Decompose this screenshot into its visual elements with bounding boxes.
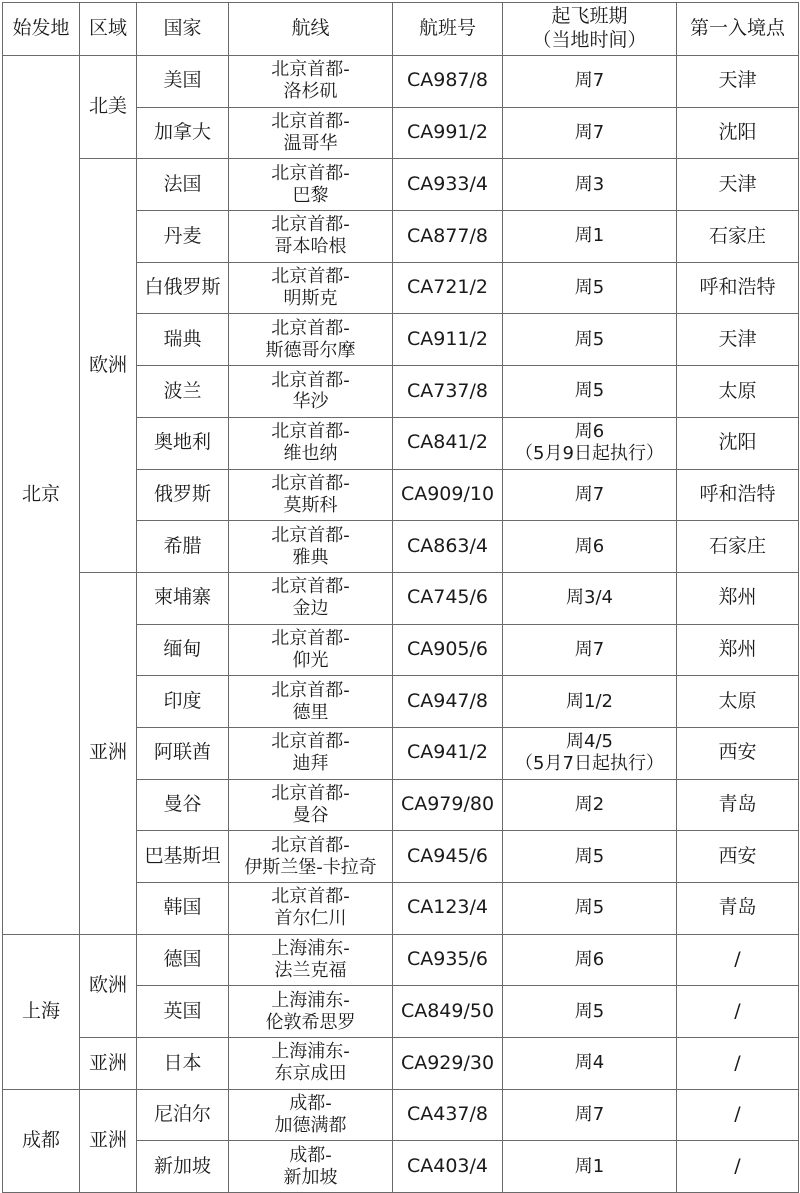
entry-point-cell: 太原 <box>677 676 799 728</box>
route-line: 北京首都- <box>271 679 350 701</box>
route-line: 北京首都- <box>271 472 350 494</box>
table-row <box>3 159 799 211</box>
route-cell <box>229 469 393 521</box>
route-line: 仰光 <box>292 649 329 671</box>
schedule-cell <box>503 521 677 573</box>
schedule-cell <box>503 469 677 521</box>
country-cell: 韩国 <box>137 883 229 935</box>
route-line: 北京首都- <box>271 162 350 184</box>
flight-number-cell: CA877/8 <box>393 211 503 263</box>
route-line: 北京首都- <box>271 369 350 391</box>
route-line: 曼谷 <box>292 804 329 826</box>
entry-point-cell: 青岛 <box>677 779 799 831</box>
route-line: 上海浦东- <box>271 989 350 1011</box>
schedule-cell <box>503 986 677 1038</box>
route-line: 北京首都- <box>271 834 350 856</box>
schedule-line: 周1 <box>574 225 605 247</box>
header-region: 区域 <box>80 3 137 56</box>
country-cell: 俄罗斯 <box>137 469 229 521</box>
schedule-cell <box>503 107 677 159</box>
entry-point-cell: 天津 <box>677 314 799 366</box>
entry-point-cell: 呼和浩特 <box>677 469 799 521</box>
route-cell <box>229 159 393 211</box>
country-cell: 日本 <box>137 1038 229 1090</box>
header-schedule-line: 起飞班期 <box>551 5 628 28</box>
header-flight: 航班号 <box>393 3 503 56</box>
country-cell: 巴基斯坦 <box>137 831 229 883</box>
schedule-cell <box>503 417 677 469</box>
table-row <box>3 1089 799 1141</box>
entry-point-cell: / <box>677 934 799 986</box>
route-line: 上海浦东- <box>271 1041 350 1063</box>
route-cell <box>229 676 393 728</box>
route-line: 北京首都- <box>271 524 350 546</box>
route-line: 北京首都- <box>271 421 350 443</box>
route-line: 成都- <box>289 1144 332 1166</box>
route-cell <box>229 986 393 1038</box>
header-schedule-note: （当地时间） <box>532 29 647 51</box>
country-cell: 德国 <box>137 934 229 986</box>
schedule-line: 周7 <box>574 483 605 505</box>
flight-number-cell: CA947/8 <box>393 676 503 728</box>
route-line: 北京首都- <box>271 627 350 649</box>
entry-point-cell: 郑州 <box>677 572 799 624</box>
schedule-line: 周3 <box>574 173 605 195</box>
route-line: 明斯克 <box>283 288 338 310</box>
route-line: 成都- <box>289 1093 332 1115</box>
schedule-line: 周6 <box>574 949 605 971</box>
route-cell <box>229 107 393 159</box>
route-cell <box>229 727 393 779</box>
route-cell <box>229 779 393 831</box>
schedule-line: 周5 <box>574 277 605 299</box>
table-row <box>3 572 799 624</box>
country-cell: 印度 <box>137 676 229 728</box>
route-line: 斯德哥尔摩 <box>265 339 356 361</box>
route-cell <box>229 262 393 314</box>
country-cell: 尼泊尔 <box>137 1089 229 1141</box>
country-cell: 缅甸 <box>137 624 229 676</box>
flight-number-cell: CA929/30 <box>393 1038 503 1090</box>
flight-number-cell: CA979/80 <box>393 779 503 831</box>
route-cell <box>229 572 393 624</box>
schedule-cell <box>503 624 677 676</box>
schedule-line: 周2 <box>574 793 605 815</box>
route-cell <box>229 211 393 263</box>
flight-number-cell: CA737/8 <box>393 366 503 418</box>
schedule-line: 周5 <box>574 845 605 867</box>
flight-number-cell: CA721/2 <box>393 262 503 314</box>
route-cell <box>229 366 393 418</box>
region-cell: 欧洲 <box>80 934 137 1037</box>
schedule-line: （5月7日起执行） <box>515 753 664 775</box>
header-entry: 第一入境点 <box>677 3 799 56</box>
country-cell: 加拿大 <box>137 107 229 159</box>
country-cell: 新加坡 <box>137 1141 229 1193</box>
region-cell: 欧洲 <box>80 159 137 573</box>
flight-number-cell: CA987/8 <box>393 56 503 108</box>
flight-number-cell: CA745/6 <box>393 572 503 624</box>
route-line: 巴黎 <box>292 184 329 206</box>
schedule-line: 周5 <box>574 328 605 350</box>
route-cell <box>229 1038 393 1090</box>
route-cell <box>229 417 393 469</box>
table-body <box>3 56 799 1193</box>
header-route: 航线 <box>229 3 393 56</box>
country-cell: 白俄罗斯 <box>137 262 229 314</box>
flight-number-cell: CA863/4 <box>393 521 503 573</box>
entry-point-cell: 沈阳 <box>677 107 799 159</box>
schedule-cell <box>503 314 677 366</box>
route-line: 新加坡 <box>283 1166 338 1188</box>
region-cell: 亚洲 <box>80 1089 137 1192</box>
flight-schedule-table <box>2 2 799 1193</box>
route-cell <box>229 521 393 573</box>
flight-number-cell: CA841/2 <box>393 417 503 469</box>
schedule-cell <box>503 883 677 935</box>
entry-point-cell: 天津 <box>677 159 799 211</box>
schedule-cell <box>503 1141 677 1193</box>
schedule-line: 周1/2 <box>566 690 613 712</box>
route-cell <box>229 934 393 986</box>
schedule-cell <box>503 211 677 263</box>
schedule-cell <box>503 676 677 728</box>
country-cell: 柬埔寨 <box>137 572 229 624</box>
route-line: 东京成田 <box>274 1063 347 1085</box>
schedule-line: 周7 <box>574 1104 605 1126</box>
flight-number-cell: CA849/50 <box>393 986 503 1038</box>
entry-point-cell: 石家庄 <box>677 521 799 573</box>
schedule-line: 周3/4 <box>566 587 613 609</box>
region-cell: 亚洲 <box>80 572 137 934</box>
flight-number-cell: CA991/2 <box>393 107 503 159</box>
entry-point-cell: 青岛 <box>677 883 799 935</box>
route-line: 首尔仁川 <box>274 908 347 930</box>
route-cell <box>229 1141 393 1193</box>
route-line: 伦敦希思罗 <box>265 1011 356 1033</box>
route-cell <box>229 56 393 108</box>
route-line: 莫斯科 <box>283 494 338 516</box>
country-cell: 美国 <box>137 56 229 108</box>
schedule-line: 周7 <box>574 638 605 660</box>
country-cell: 奥地利 <box>137 417 229 469</box>
schedule-line: 周4/5 <box>566 731 613 753</box>
entry-point-cell: 呼和浩特 <box>677 262 799 314</box>
schedule-line: 周5 <box>574 897 605 919</box>
schedule-line: 周1 <box>574 1155 605 1177</box>
origin-cell: 成都 <box>3 1089 80 1192</box>
table-row <box>3 1038 799 1090</box>
entry-point-cell: 天津 <box>677 56 799 108</box>
schedule-line: 周5 <box>574 380 605 402</box>
region-cell: 亚洲 <box>80 1038 137 1090</box>
route-line: 伊斯兰堡-卡拉奇 <box>244 856 377 878</box>
route-line: 北京首都- <box>271 111 350 133</box>
schedule-cell <box>503 56 677 108</box>
country-cell: 英国 <box>137 986 229 1038</box>
schedule-cell <box>503 831 677 883</box>
header-schedule <box>503 3 677 56</box>
country-cell: 瑞典 <box>137 314 229 366</box>
schedule-cell <box>503 572 677 624</box>
origin-cell: 北京 <box>3 56 80 935</box>
route-line: 加德满都 <box>274 1115 347 1137</box>
route-cell <box>229 1089 393 1141</box>
schedule-cell <box>503 1089 677 1141</box>
route-line: 法兰克福 <box>274 960 347 982</box>
schedule-line: 周6 <box>574 421 605 443</box>
country-cell: 波兰 <box>137 366 229 418</box>
entry-point-cell: 西安 <box>677 831 799 883</box>
flight-number-cell: CA437/8 <box>393 1089 503 1141</box>
route-line: 上海浦东- <box>271 938 350 960</box>
country-cell: 阿联酋 <box>137 727 229 779</box>
route-line: 温哥华 <box>283 133 338 155</box>
region-cell: 北美 <box>80 56 137 159</box>
entry-point-cell: 石家庄 <box>677 211 799 263</box>
route-line: 北京首都- <box>271 317 350 339</box>
route-cell <box>229 883 393 935</box>
schedule-cell <box>503 1038 677 1090</box>
route-line: 北京首都- <box>271 783 350 805</box>
entry-point-cell: / <box>677 1141 799 1193</box>
flight-number-cell: CA123/4 <box>393 883 503 935</box>
schedule-cell <box>503 934 677 986</box>
header-country: 国家 <box>137 3 229 56</box>
flight-number-cell: CA945/6 <box>393 831 503 883</box>
schedule-cell <box>503 727 677 779</box>
route-cell <box>229 314 393 366</box>
table-row <box>3 56 799 108</box>
route-line: 华沙 <box>292 391 329 413</box>
entry-point-cell: / <box>677 1089 799 1141</box>
entry-point-cell: 郑州 <box>677 624 799 676</box>
header-row <box>3 3 799 56</box>
flight-number-cell: CA909/10 <box>393 469 503 521</box>
flight-number-cell: CA941/2 <box>393 727 503 779</box>
schedule-line: 周5 <box>574 1000 605 1022</box>
route-line: 雅典 <box>292 546 329 568</box>
route-line: 哥本哈根 <box>274 236 347 258</box>
route-line: 北京首都- <box>271 266 350 288</box>
route-line: 维也纳 <box>283 443 338 465</box>
flight-number-cell: CA403/4 <box>393 1141 503 1193</box>
route-line: 北京首都- <box>271 731 350 753</box>
schedule-cell <box>503 262 677 314</box>
entry-point-cell: 沈阳 <box>677 417 799 469</box>
origin-cell: 上海 <box>3 934 80 1089</box>
route-line: 北京首都- <box>271 214 350 236</box>
route-line: 迪拜 <box>292 753 329 775</box>
header-origin: 始发地 <box>3 3 80 56</box>
schedule-line: 周7 <box>574 122 605 144</box>
entry-point-cell: 西安 <box>677 727 799 779</box>
schedule-cell <box>503 779 677 831</box>
country-cell: 法国 <box>137 159 229 211</box>
flight-number-cell: CA905/6 <box>393 624 503 676</box>
route-cell <box>229 624 393 676</box>
schedule-cell <box>503 159 677 211</box>
schedule-line: （5月9日起执行） <box>515 443 664 465</box>
flight-number-cell: CA911/2 <box>393 314 503 366</box>
route-line: 北京首都- <box>271 576 350 598</box>
route-line: 金边 <box>292 598 329 620</box>
route-line: 北京首都- <box>271 886 350 908</box>
flight-number-cell: CA935/6 <box>393 934 503 986</box>
schedule-cell <box>503 366 677 418</box>
route-line: 北京首都- <box>271 59 350 81</box>
country-cell: 丹麦 <box>137 211 229 263</box>
country-cell: 曼谷 <box>137 779 229 831</box>
schedule-line: 周7 <box>574 70 605 92</box>
table-row <box>3 934 799 986</box>
entry-point-cell: / <box>677 986 799 1038</box>
schedule-line: 周4 <box>574 1052 605 1074</box>
flight-number-cell: CA933/4 <box>393 159 503 211</box>
route-cell <box>229 831 393 883</box>
route-line: 洛杉矶 <box>283 81 338 103</box>
country-cell: 希腊 <box>137 521 229 573</box>
entry-point-cell: / <box>677 1038 799 1090</box>
route-line: 德里 <box>292 701 329 723</box>
entry-point-cell: 太原 <box>677 366 799 418</box>
schedule-line: 周6 <box>574 535 605 557</box>
table-header <box>3 3 799 56</box>
